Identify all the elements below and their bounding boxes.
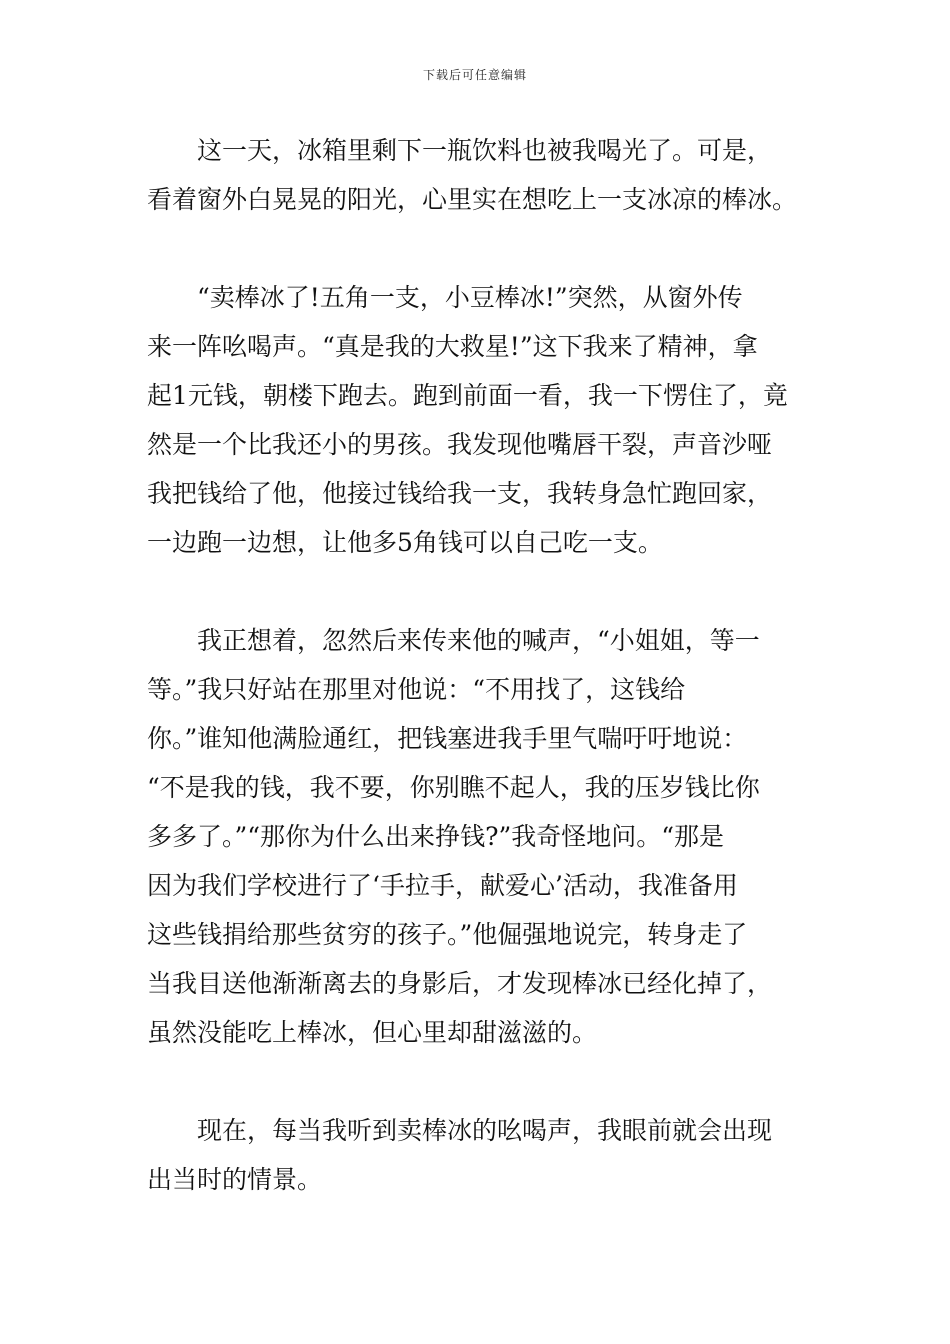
paragraph-4 <box>147 1106 807 1204</box>
paragraph-line: 现在，每当我听到卖棒冰的吆喝声，我眼前就会出现 <box>197 1116 773 1145</box>
paragraph-line: 一边跑一边想，让他多5角钱可以自己吃一支。 <box>147 528 663 557</box>
paragraph-line: 看着窗外白晃晃的阳光，心里实在想吃上一支冰凉的棒冰。 <box>147 185 798 214</box>
paragraph-line: 多多了。”“那你为什么出来挣钱?”我奇怪地问。“那是 <box>147 822 725 851</box>
paragraph-line: 虽然没能吃上棒冰，但心里却甜滋滋的。 <box>147 1018 598 1047</box>
paragraph-3 <box>147 616 807 1057</box>
paragraph-line: 因为我们学校进行了‘手拉手，献爱心’活动，我准备用 <box>147 871 738 900</box>
paragraph-line: 出当时的情景。 <box>147 1165 323 1194</box>
document-body <box>147 126 807 1204</box>
paragraph-gap <box>147 1057 807 1106</box>
paragraph-line: 这些钱捐给那些贫穷的孩子。”他倔强地说完，转身走了 <box>147 920 748 949</box>
paragraph-line: 这一天，冰箱里剩下一瓶饮料也被我喝光了。可是， <box>197 136 773 165</box>
paragraph-line: 我把钱给了他，他接过钱给我一支，我转身急忙跑回家， <box>147 479 773 508</box>
paragraph-line: 来一阵吆喝声。“真是我的大救星!”这下我来了精神，拿 <box>147 332 758 361</box>
paragraph-line: 当我目送他渐渐离去的身影后，才发现棒冰已经化掉了， <box>147 969 773 998</box>
paragraph-gap <box>147 567 807 616</box>
paragraph-line: “不是我的钱，我不要，你别瞧不起人，我的压岁钱比你 <box>147 773 760 802</box>
page-header: 下载后可任意编辑 <box>422 68 527 82</box>
paragraph-line: 起1元钱，朝楼下跑去。跑到前面一看，我一下愣住了，竟 <box>147 381 788 410</box>
paragraph-line: 你。”谁知他满脸通红，把钱塞进我手里气喘吁吁地说： <box>147 724 748 753</box>
paragraph-1 <box>147 126 807 224</box>
paragraph-line: 我正想着，忽然后来传来他的喊声，“小姐姐，等一 <box>197 626 760 655</box>
paragraph-line: 等。”我只好站在那里对他说：“不用找了，这钱给 <box>147 675 686 704</box>
paragraph-2 <box>147 273 807 567</box>
paragraph-gap <box>147 224 807 273</box>
paragraph-line: 然是一个比我还小的男孩。我发现他嘴唇干裂，声音沙哑 <box>147 430 773 459</box>
paragraph-line: “卖棒冰了!五角一支，小豆棒冰!”突然，从窗外传 <box>197 283 743 312</box>
